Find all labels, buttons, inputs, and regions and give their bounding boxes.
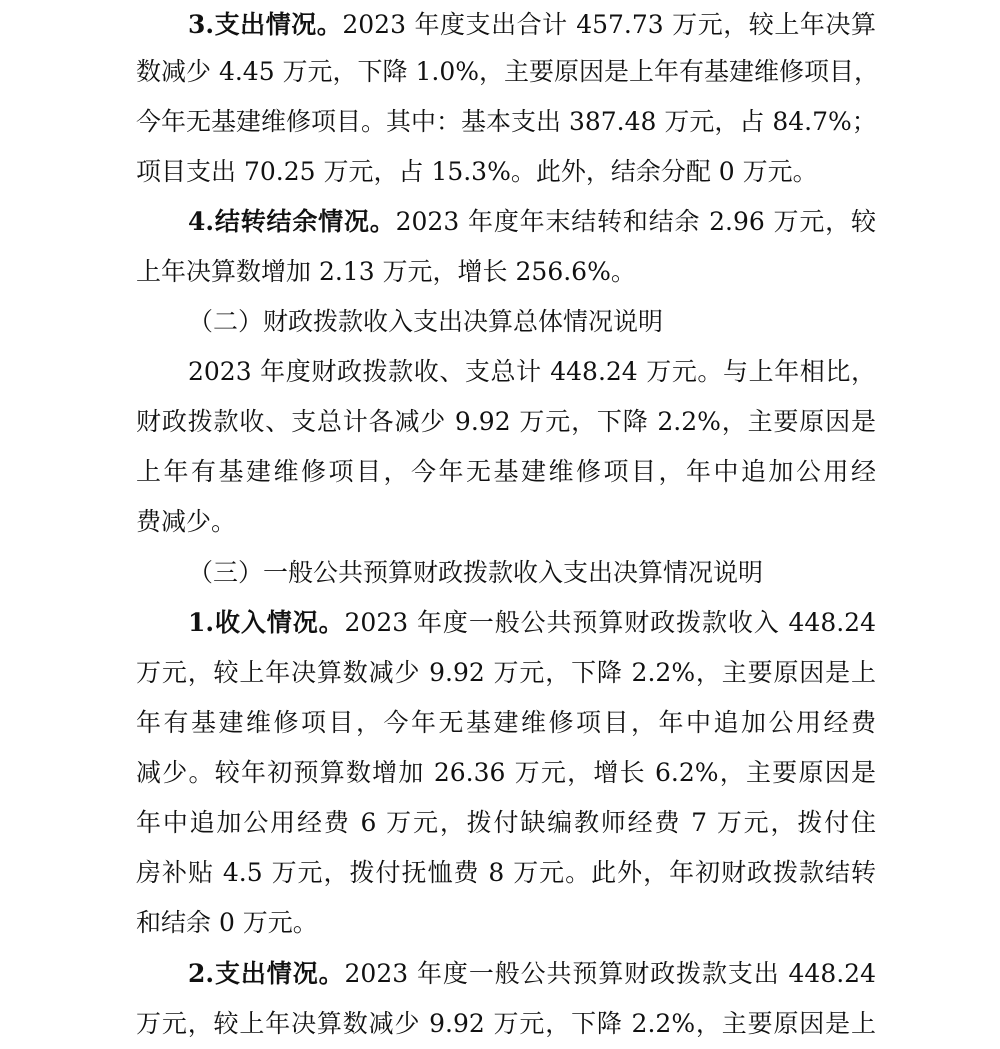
paragraph-line: 财政拨款收、支总计各减少 9.92 万元，下降 2.2%，主要原因是 [136,407,876,436]
section-heading-carryover: 4.结转结余情况。 [188,207,396,236]
subsection-heading-general-budget: （三）一般公共预算财政拨款收入支出决算情况说明 [188,558,764,587]
paragraph-line: 数减少 4.45 万元，下降 1.0%，主要原因是上年有基建维修项目， [136,57,880,86]
paragraph-line [188,598,876,648]
paragraph-line: 房补贴 4.5 万元，拨付抚恤费 8 万元。此外，年初财政拨款结转 [136,858,876,887]
paragraph-text: 2023 年度一般公共预算财政拨款支出 448.24 [344,959,876,988]
paragraph-line: 2023 年度财政拨款收、支总计 448.24 万元。与上年相比， [188,357,876,386]
paragraph-line: 和结余 0 万元。 [136,908,318,937]
section-heading-income: 1.收入情况。 [188,608,345,637]
paragraph-line: 项目支出 70.25 万元，占 15.3%。此外，结余分配 0 万元。 [136,157,818,186]
paragraph-line: 万元，较上年决算数减少 9.92 万元，下降 2.2%，主要原因是上 [136,658,876,687]
paragraph-line: 万元，较上年决算数减少 9.92 万元，下降 2.2%，主要原因是上 [136,1009,876,1038]
paragraph-text: 2023 年度年末结转和结余 2.96 万元，较 [395,207,876,236]
paragraph-line: 年有基建维修项目，今年无基建维修项目，年中追加公用经费 [136,708,876,737]
paragraph-line: 减少。较年初预算数增加 26.36 万元，增长 6.2%，主要原因是 [136,758,876,787]
paragraph-line: 上年决算数增加 2.13 万元，增长 256.6%。 [136,257,636,286]
paragraph-line [188,949,876,999]
subsection-heading-fiscal-overall: （二）财政拨款收入支出决算总体情况说明 [188,307,664,336]
paragraph-line [188,0,876,50]
section-heading-general-expenditure: 2.支出情况。 [188,959,345,988]
paragraph-text: 2023 年度一般公共预算财政拨款收入 448.24 [344,608,876,637]
paragraph-line: 上年有基建维修项目，今年无基建维修项目，年中追加公用经 [136,457,876,486]
paragraph-text: 2023 年度支出合计 457.73 万元，较上年决算 [342,10,876,39]
section-heading-expenditure: 3.支出情况。 [188,10,343,39]
paragraph-line: 费减少。 [136,507,237,536]
paragraph-line: 年中追加公用经费 6 万元，拨付缺编教师经费 7 万元，拨付住 [136,808,876,837]
paragraph-line [188,197,876,247]
paragraph-line: 今年无基建维修项目。其中：基本支出 387.48 万元，占 84.7%； [136,107,877,136]
